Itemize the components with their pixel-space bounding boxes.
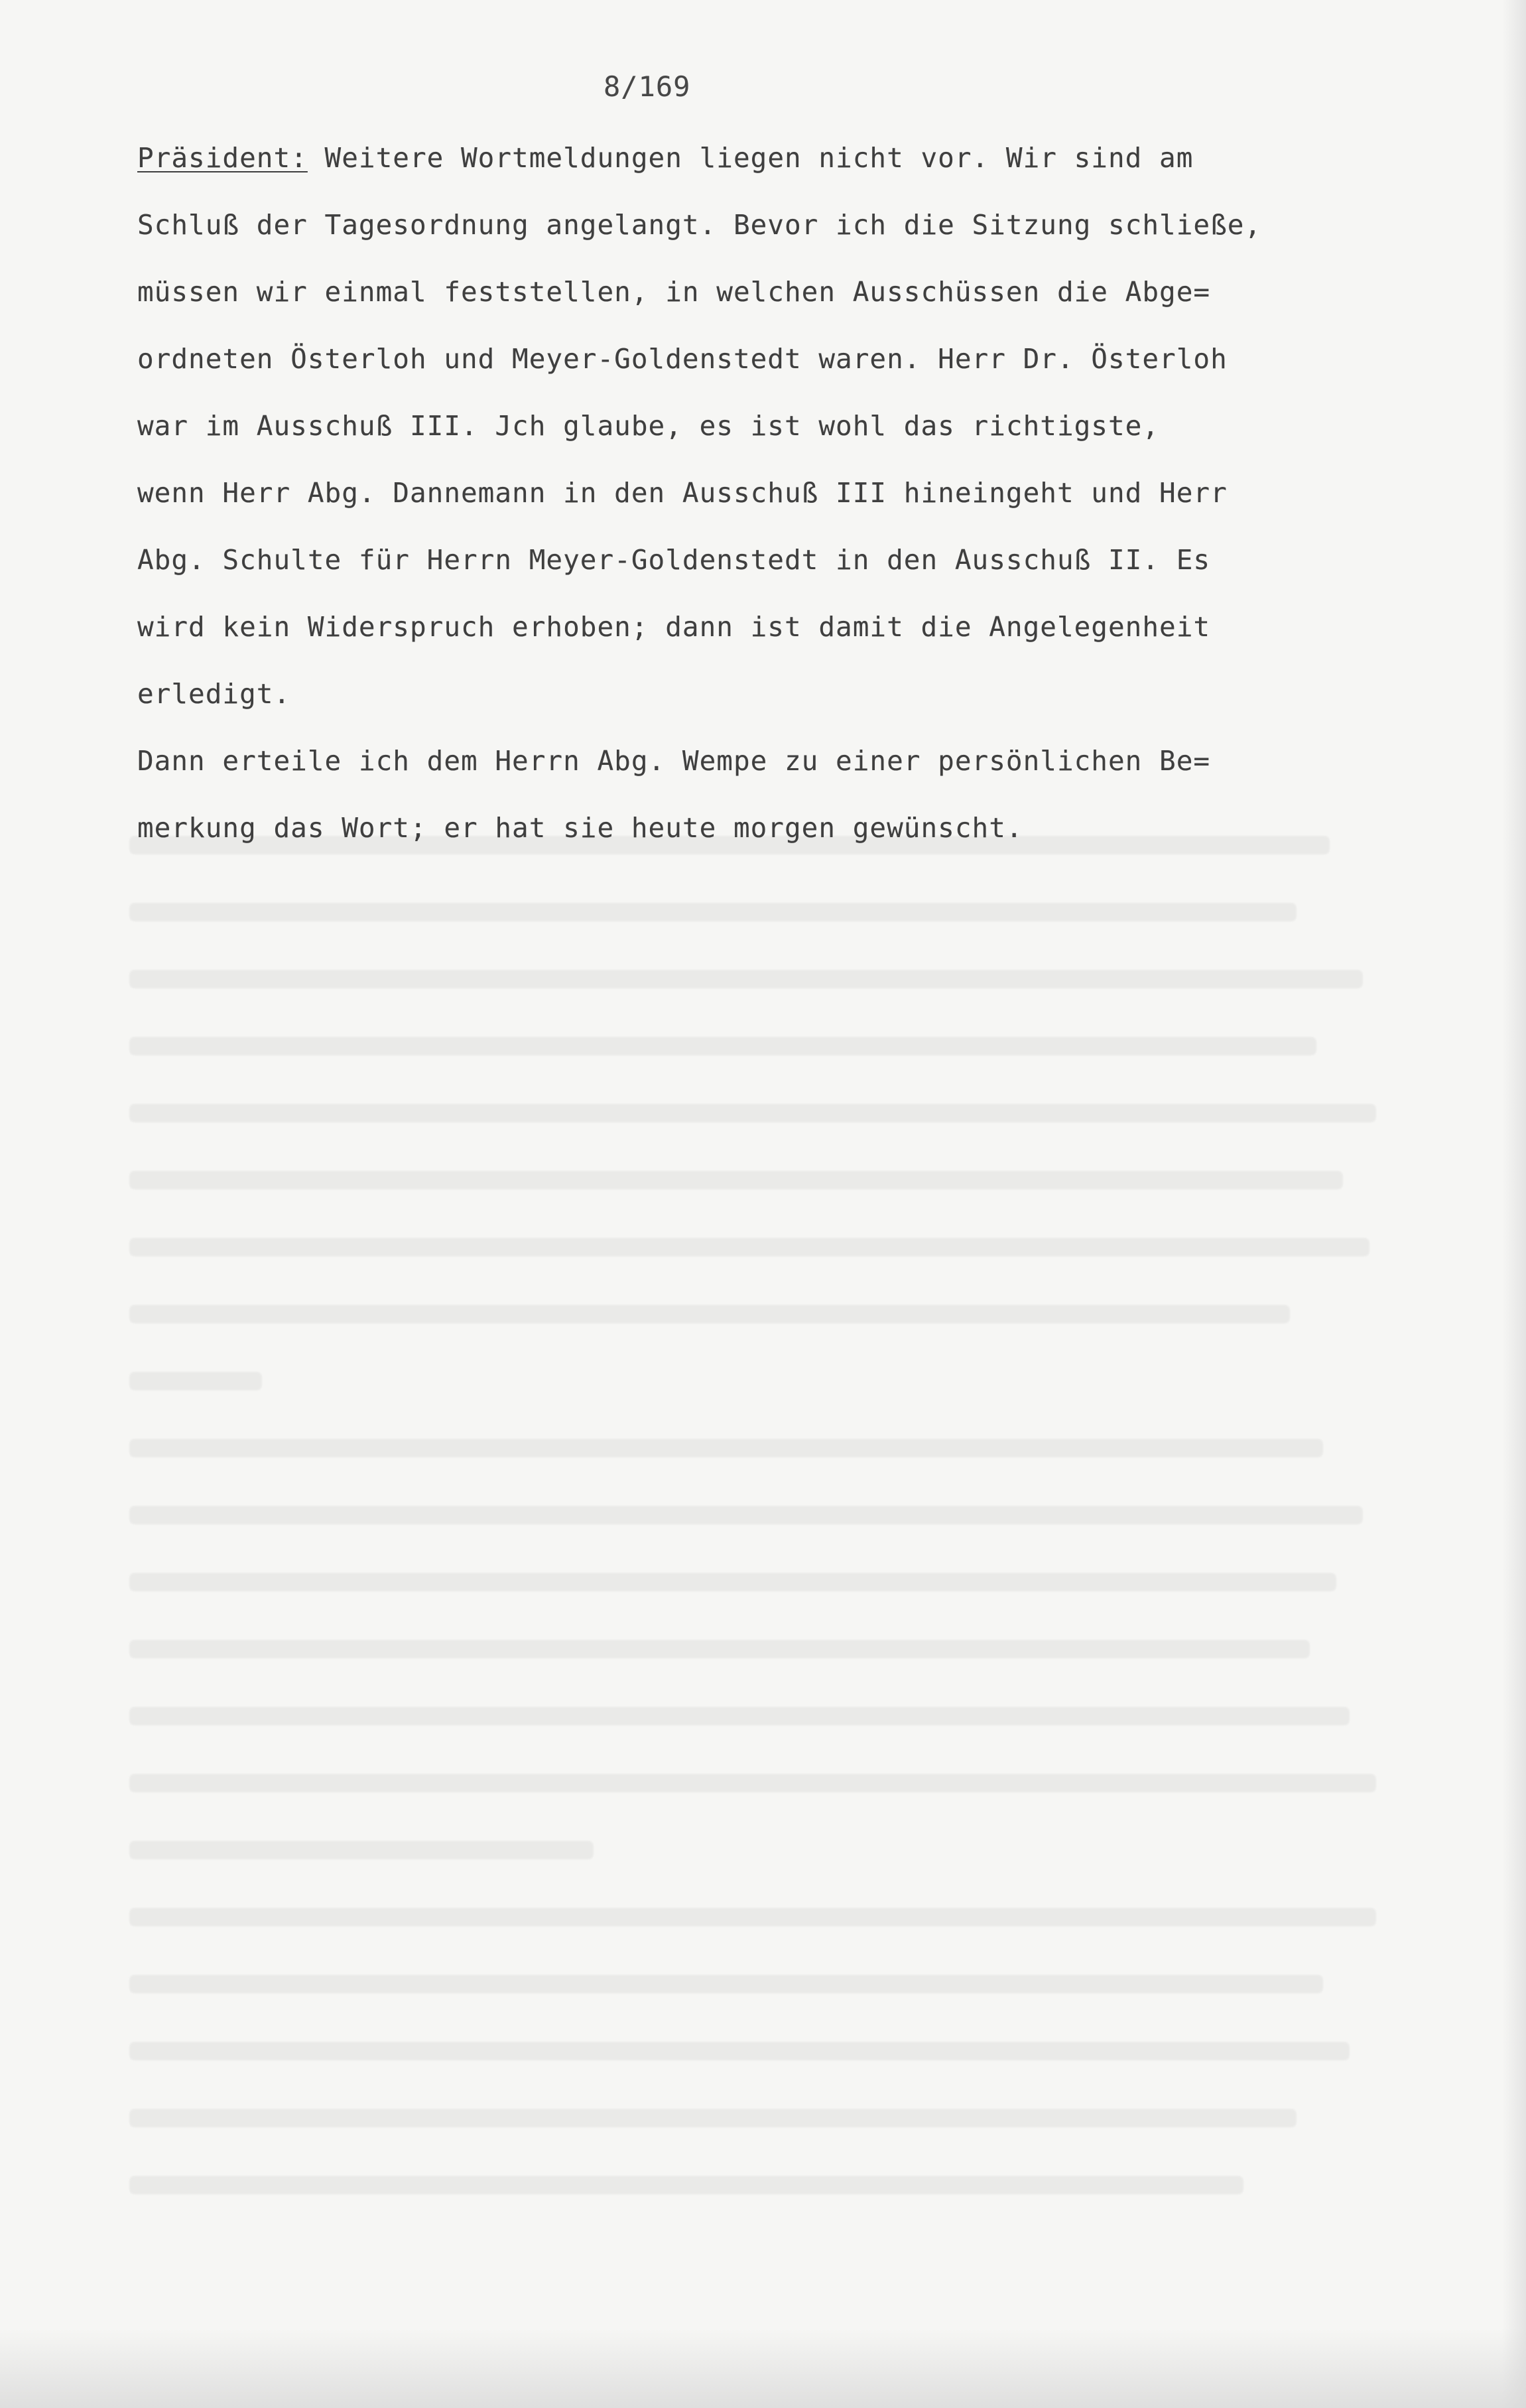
bottom-smudge (0, 2328, 1526, 2408)
bleed-line (129, 1506, 1363, 1524)
bleed-line (129, 1841, 594, 1859)
text-line: Dann erteile ich dem Herrn Abg. Wempe zu einer persönlichen Be= (137, 745, 1211, 777)
text-line: wird kein Widerspruch erhoben; dann ist damit die Angelegenheit (137, 611, 1211, 643)
text-line: Abg. Schulte für Herrn Meyer-Goldenstedt in den Ausschuß II. Es (137, 544, 1211, 576)
speaker-label: Präsident: (137, 142, 308, 174)
bleed-line (129, 1975, 1323, 1993)
text-line: wenn Herr Abg. Dannemann in den Ausschuß III hineingeht und Herr (137, 477, 1228, 509)
bleed-line (129, 1238, 1369, 1256)
text-line (137, 142, 1194, 174)
bleed-line (129, 2109, 1297, 2127)
text-line: war im Ausschuß III. Jch glaube, es ist wohl das richtigste, (137, 410, 1160, 442)
text-line: Schluß der Tagesordnung angelangt. Bevor ich die Sitzung schließe, (137, 209, 1262, 241)
bleed-line (129, 2176, 1243, 2194)
bleed-line (129, 1707, 1350, 1725)
bleed-line (129, 2042, 1350, 2060)
bleed-line (129, 903, 1297, 921)
page-edge-shadow (1502, 0, 1526, 2408)
bleed-line (129, 1774, 1376, 1792)
bleed-line (129, 1908, 1376, 1926)
bleed-line (129, 1640, 1310, 1658)
text-line: erledigt. (137, 678, 291, 710)
page-number: 8/169 (604, 70, 691, 103)
text-line: ordneten Österloh und Meyer-Goldenstedt waren. Herr Dr. Österloh (137, 343, 1228, 375)
text-line: merkung das Wort; er hat sie heute morgen gewünscht. (137, 812, 1023, 844)
faint-reverse-side-text (129, 836, 1456, 2229)
bleed-line (129, 1305, 1290, 1323)
bleed-line (129, 1439, 1323, 1457)
bleed-line (129, 1037, 1316, 1055)
text-line: müssen wir einmal feststellen, in welchen Ausschüssen die Abge= (137, 276, 1211, 308)
bleed-line (129, 1372, 262, 1390)
text-line-content: Weitere Wortmeldungen liegen nicht vor. Wir sind am (307, 142, 1194, 174)
bleed-line (129, 1573, 1336, 1591)
bleed-line (129, 1104, 1376, 1122)
bleed-line (129, 1171, 1343, 1189)
bleed-line (129, 970, 1363, 988)
